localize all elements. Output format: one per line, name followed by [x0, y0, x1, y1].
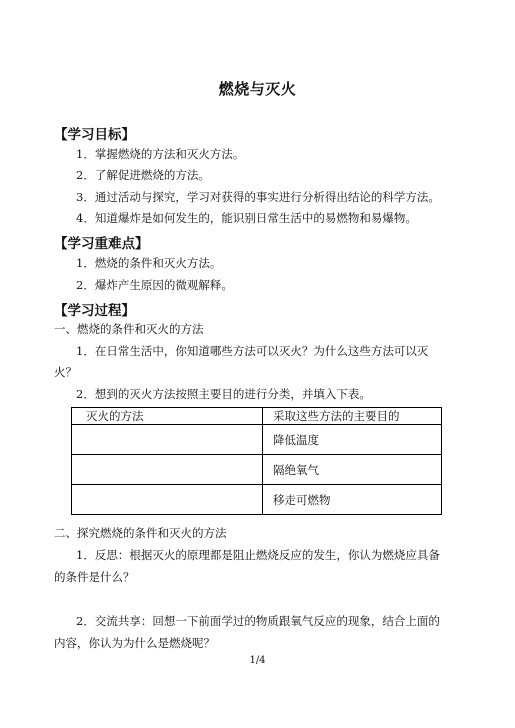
objective-item: 3．通过活动与探究，学习对获得的事实进行分析得出结论的科学方法。: [76, 190, 440, 204]
table-cell: 隔绝氧气: [263, 455, 442, 485]
objective-item: 2．了解促进燃烧的方法。: [76, 168, 210, 182]
table-cell-blank[interactable]: [72, 485, 263, 515]
question-text: 火？: [54, 365, 77, 379]
table-header-cell: 灭火的方法: [72, 408, 263, 425]
table-cell-blank[interactable]: [72, 425, 263, 455]
table-header-cell: 采取这些方法的主要目的: [263, 408, 442, 425]
document-title: 燃烧与灭火: [218, 80, 297, 98]
question-text: 内容，你认为为什么是燃烧呢？: [54, 636, 215, 650]
table-cell: 移走可燃物: [263, 485, 442, 515]
table-row: [72, 425, 442, 455]
question-text: 1．在日常生活中，你知道哪些方法可以灭火？为什么这些方法可以灭: [76, 344, 429, 358]
section-heading-process: 【学习过程】: [54, 303, 135, 319]
table-header-row: [72, 408, 442, 425]
question-text: 1．反思：根据灭火的原理都是阻止燃烧反应的发生，你认为燃烧应具备: [76, 548, 440, 562]
objective-item: 4．知道爆炸是如何发生的，能识别日常生活中的易燃物和易爆物。: [76, 211, 417, 225]
part-title: 一、燃烧的条件和灭火的方法: [54, 322, 204, 336]
question-text: 2．交流共享：回想一下前面学过的物质跟氧气反应的现象，结合上面的: [76, 614, 440, 628]
section-heading-key-points: 【学习重难点】: [54, 236, 149, 252]
section-heading-objectives: 【学习目标】: [54, 127, 135, 143]
table-row: [72, 485, 442, 515]
table-row: [72, 455, 442, 485]
part-title: 二、探究燃烧的条件和灭火的方法: [54, 526, 227, 540]
question-text: 2．想到的灭火方法按照主要目的进行分类，并填入下表。: [76, 387, 371, 401]
table-cell-blank[interactable]: [72, 455, 263, 485]
question-text: 的条件是什么？: [54, 570, 135, 584]
table-cell: 降低温度: [263, 425, 442, 455]
key-point-item: 1．燃烧的条件和灭火方法。: [76, 256, 222, 270]
page-number: 1/4: [249, 655, 266, 666]
key-point-item: 2．爆炸产生原因的微观解释。: [76, 278, 233, 292]
objective-item: 1．掌握燃烧的方法和灭火方法。: [76, 147, 245, 161]
fire-extinguishing-table: [71, 407, 442, 515]
